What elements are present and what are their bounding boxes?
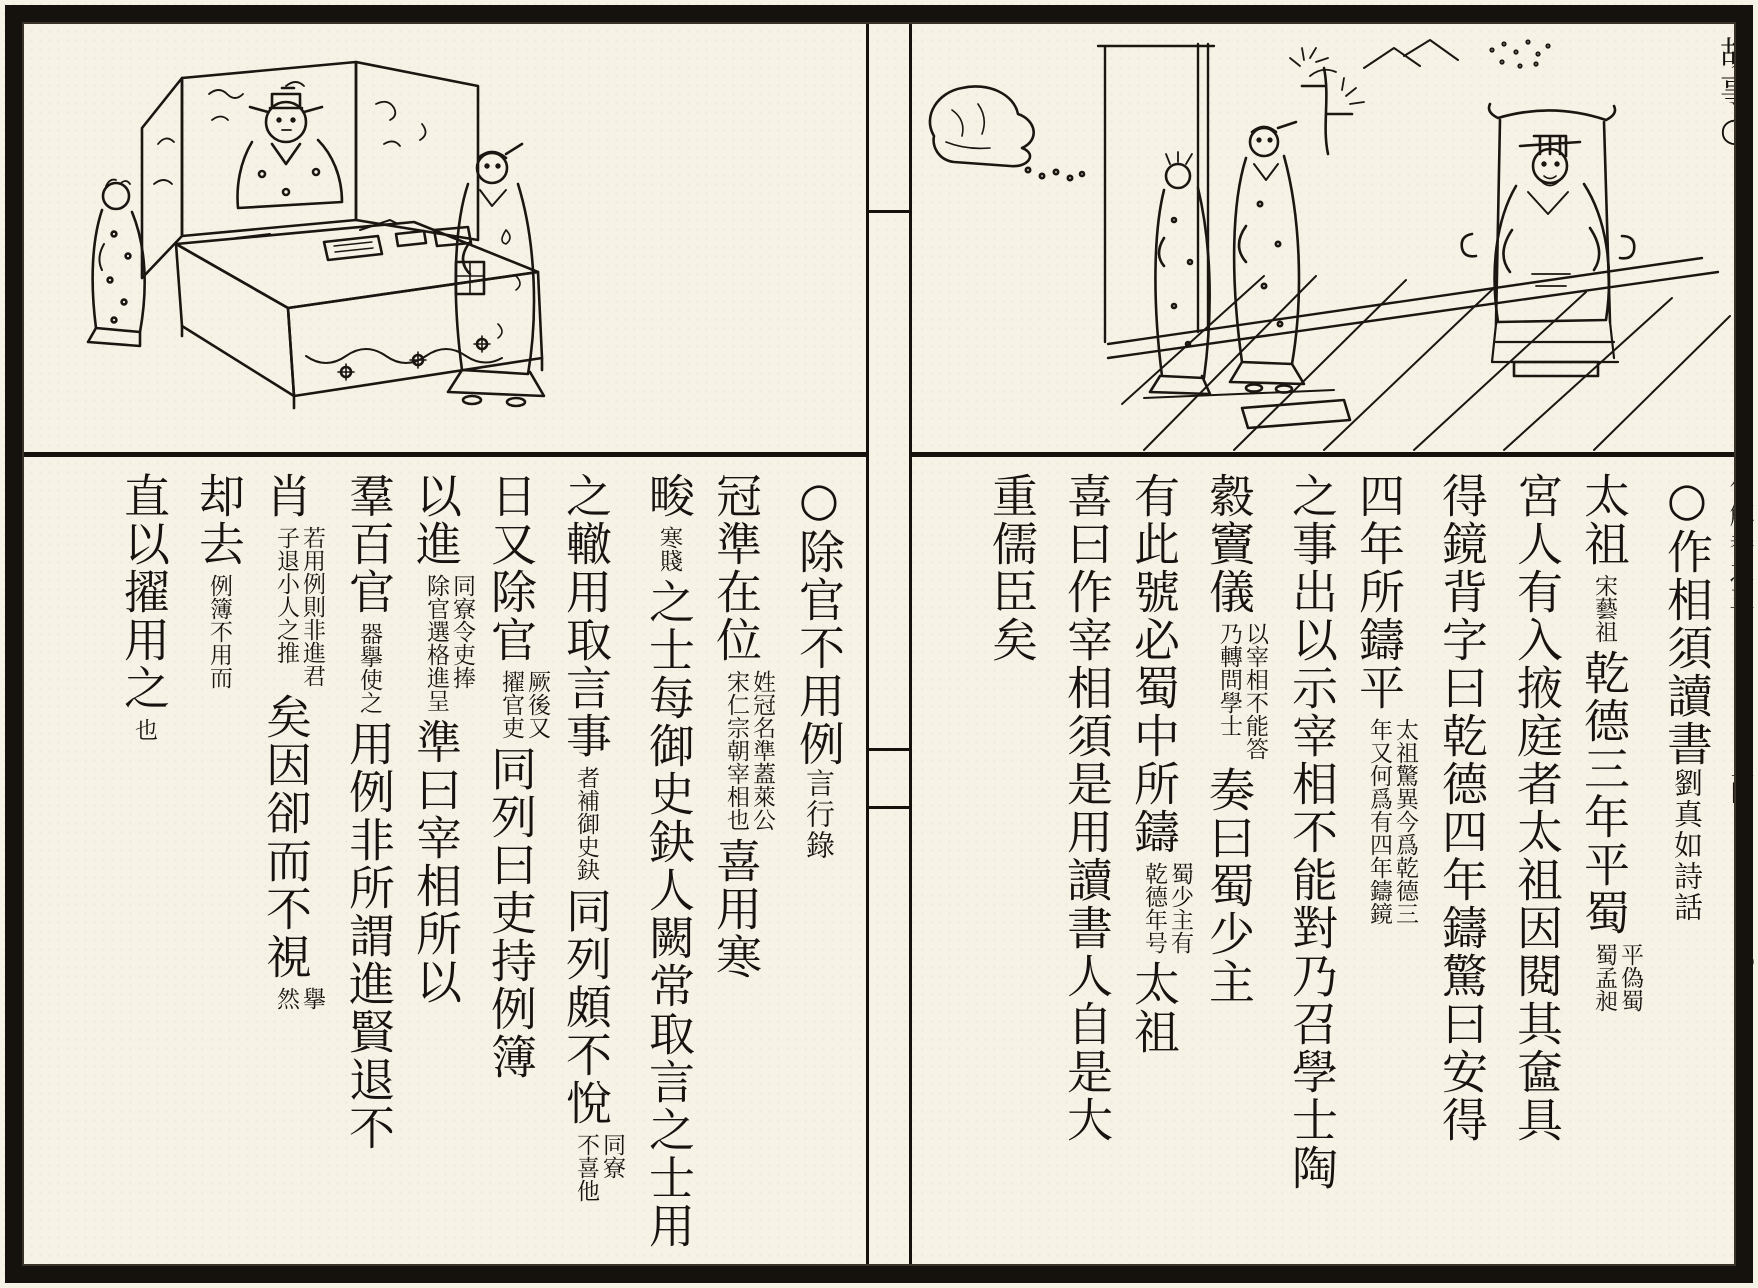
main-text: 日又除官 <box>484 472 538 664</box>
page-number: 二四 <box>1726 756 1754 804</box>
main-text: 奏曰蜀少主 <box>1202 766 1256 1006</box>
gloss-note: 同寮 不喜他 <box>573 1133 625 1202</box>
main-text: 縠竇儀 <box>1202 472 1256 616</box>
section-header: 故事○ <box>1715 36 1754 153</box>
gloss-note: 同寮令吏捧 除官選格進呈 <box>423 574 475 712</box>
main-text: 同列曰吏持例簿 <box>484 745 538 1081</box>
main-text: 羣百官 <box>342 472 396 616</box>
main-text: 四年所鑄平 <box>1352 472 1406 712</box>
main-text: ○作相須讀書 <box>1660 472 1714 768</box>
main-text: 喜用寒 <box>709 837 763 981</box>
gloss-note: 者補御史鈌 <box>573 766 599 881</box>
gloss-note: 若用例則非進君 子退小人之推 <box>273 526 325 687</box>
gloss-note: 宋藝祖 <box>1591 574 1617 643</box>
source-attribution: 劉真如詩話 <box>1670 768 1704 923</box>
main-text: 直以擢用之 <box>117 472 171 712</box>
main-text: 同列頗不悅 <box>559 887 613 1127</box>
main-text: 以進 <box>409 472 463 568</box>
gloss-note: 例簿不用而 <box>206 574 232 689</box>
main-text: ○除官不用例 <box>792 472 846 768</box>
main-text: 畯 <box>642 472 696 520</box>
main-text: 冠準在位 <box>709 472 763 664</box>
main-text: 太祖 <box>1577 472 1631 568</box>
gloss-note: 也 <box>131 718 157 741</box>
main-text: 宮人有入掖庭者太祖因閱其奩具 <box>1510 472 1564 1144</box>
main-text: 肖 <box>259 472 313 520</box>
main-text: 太祖 <box>1127 960 1181 1056</box>
gloss-note: 寒賤 <box>656 526 682 572</box>
page-border-frame <box>5 5 1753 1283</box>
gloss-note: 姓冠名準蓋萊公 宋仁宗朝宰相也 <box>723 670 775 831</box>
volume-title: 句解卷之三 <box>1726 474 1755 614</box>
main-text: 準曰宰相所以 <box>409 718 463 1006</box>
strip-mark: ○ <box>1734 948 1758 972</box>
main-text: 重儒臣矣 <box>985 472 1039 664</box>
main-text: 喜曰作宰相須是用讀書人自是大 <box>1060 472 1114 1144</box>
gloss-note: 器擧使之 <box>356 622 382 714</box>
gloss-note: 平偽蜀 蜀孟昶 <box>1591 943 1643 1012</box>
gloss-note: 以宰相不能答 乃轉問學士 <box>1216 622 1268 760</box>
main-text: 却去 <box>192 472 246 568</box>
main-text: 得鏡背字曰乾德四年鑄驚曰安得 <box>1435 472 1489 1144</box>
main-text: 之轍用取言事 <box>559 472 613 760</box>
gloss-note: 太祖驚異今爲乾德三 年又何爲有四年鑄鏡 <box>1366 718 1418 925</box>
main-text: 矣因卻而不視 <box>259 693 313 981</box>
source-attribution: 言行錄 <box>802 768 836 861</box>
gloss-note: 厥後又 擢官吏 <box>498 670 550 739</box>
gloss-note: 擧 然 <box>273 987 325 1010</box>
main-text: 用例非所謂進賢退不 <box>342 720 396 1152</box>
main-text: 之士每御史鈌人闕常取言之士用 <box>642 578 696 1250</box>
main-text: 乾德三年平蜀 <box>1577 649 1631 937</box>
gloss-note: 蜀少主有 乾德年号 <box>1141 862 1193 954</box>
main-text: 有此號必蜀中所鑄 <box>1127 472 1181 856</box>
main-text: 之事出以示宰相不能對乃召學士陶 <box>1285 472 1339 1192</box>
